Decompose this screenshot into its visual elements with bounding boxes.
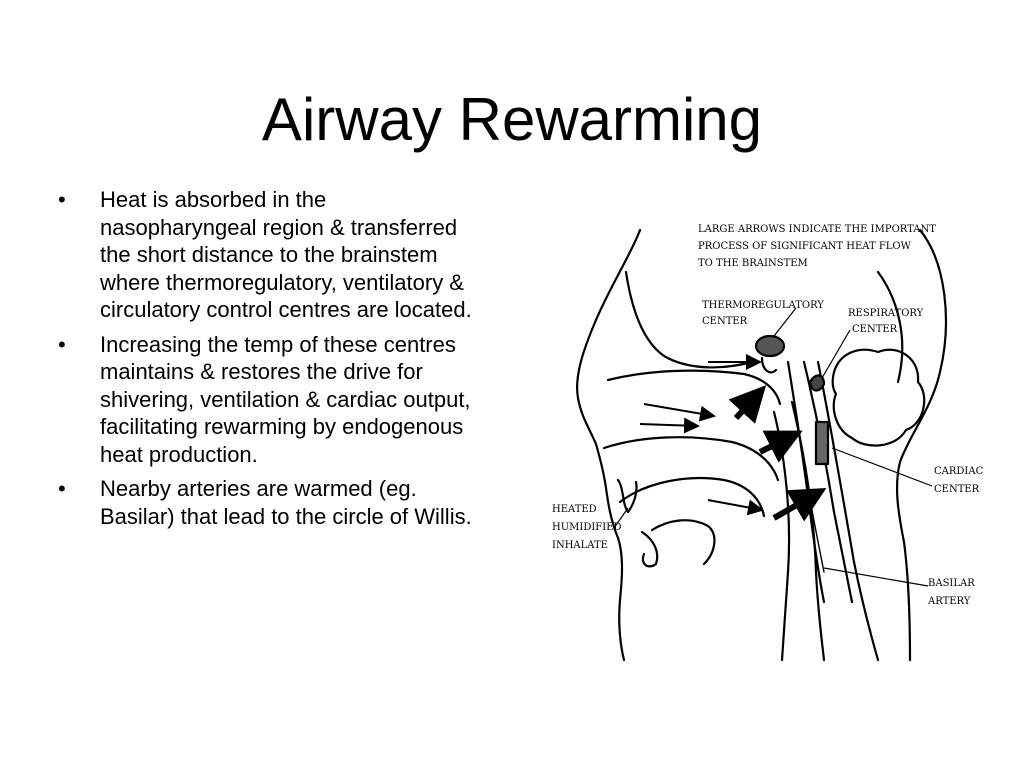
heat-arrow <box>760 436 792 452</box>
bullet-item <box>58 331 478 469</box>
basilar-artery <box>802 452 824 572</box>
bullet-text: Heat is absorbed in the nasopharyngeal region & transferred the short distance to the brainstem where thermoregulatory, ventilatory & circulatory control centres are located. <box>100 187 472 322</box>
bullet-marker: • <box>58 331 66 357</box>
cardiac-center <box>816 422 828 464</box>
svg-text:RESPIRATORY CENTER <box>848 308 926 335</box>
leader-thermo <box>774 308 796 336</box>
bullet-text: Increasing the temp of these centres maintains & restores the drive for shivering, ventilation & cardiac output, facilitating rewarming by endogenous heat production. <box>100 331 471 467</box>
cerebellum <box>833 350 925 446</box>
bullet-text: Nearby arteries are warmed (eg. Basilar) that lead to the circle of Willis. <box>100 476 472 529</box>
slide-title: Airway Rewarming <box>261 86 763 153</box>
bullet-item <box>58 475 478 530</box>
lip <box>642 532 657 566</box>
lower-jaw <box>652 520 714 564</box>
leader-basilar <box>824 568 928 586</box>
spinal-line <box>818 362 878 660</box>
head-anatomy-diagram <box>548 212 988 662</box>
svg-text:THERMOREGULATORY CENTER <box>702 300 827 327</box>
svg-text:CARDIAC CENTER <box>934 466 986 495</box>
caption-line: PROCESS OF SIGNIFICANT HEAT FLOW <box>698 241 911 252</box>
label-respiratory: RESPIRATORY <box>848 308 924 319</box>
bullet-list <box>58 186 478 537</box>
palate <box>604 437 778 480</box>
tongue <box>620 478 764 516</box>
label-inhalate: INHALATE <box>552 540 608 551</box>
label-inhalate: HUMIDIFIED <box>552 522 622 533</box>
label-cardiac: CARDIAC <box>934 466 984 477</box>
airflow-arrow <box>644 404 714 416</box>
svg-text:BASILAR ARTERY <box>927 578 978 607</box>
airflow-arrow <box>640 424 698 426</box>
bullet-marker: • <box>58 187 66 212</box>
pituitary <box>762 358 776 372</box>
label-inhalate: HEATED <box>552 504 597 515</box>
label-thermoregulatory: THERMOREGULATORY <box>702 300 824 311</box>
label-respiratory: CENTER <box>852 324 898 335</box>
brainstem-back <box>804 362 852 602</box>
thermoregulatory-center <box>756 336 784 356</box>
caption-line: TO THE BRAINSTEM <box>698 258 808 269</box>
airflow-arrow <box>708 500 762 510</box>
label-cardiac: CENTER <box>934 484 980 495</box>
caption-line: LARGE ARROWS INDICATE THE IMPORTANT <box>698 224 936 235</box>
label-basilar: BASILAR <box>928 578 975 589</box>
brainstem-front <box>788 362 824 602</box>
leader-cardiac <box>832 448 932 486</box>
heat-arrow <box>736 394 758 418</box>
label-thermoregulatory: CENTER <box>702 316 748 327</box>
pharynx-front <box>774 412 789 660</box>
label-basilar: ARTERY <box>928 596 971 607</box>
svg-text:LARGE ARROWS INDICATE THE IMPO <box>698 224 939 269</box>
bullet-marker: • <box>58 476 66 501</box>
bullet-item <box>58 186 478 324</box>
svg-text:HEATED HUMIDIFIED INHA <box>552 504 625 551</box>
